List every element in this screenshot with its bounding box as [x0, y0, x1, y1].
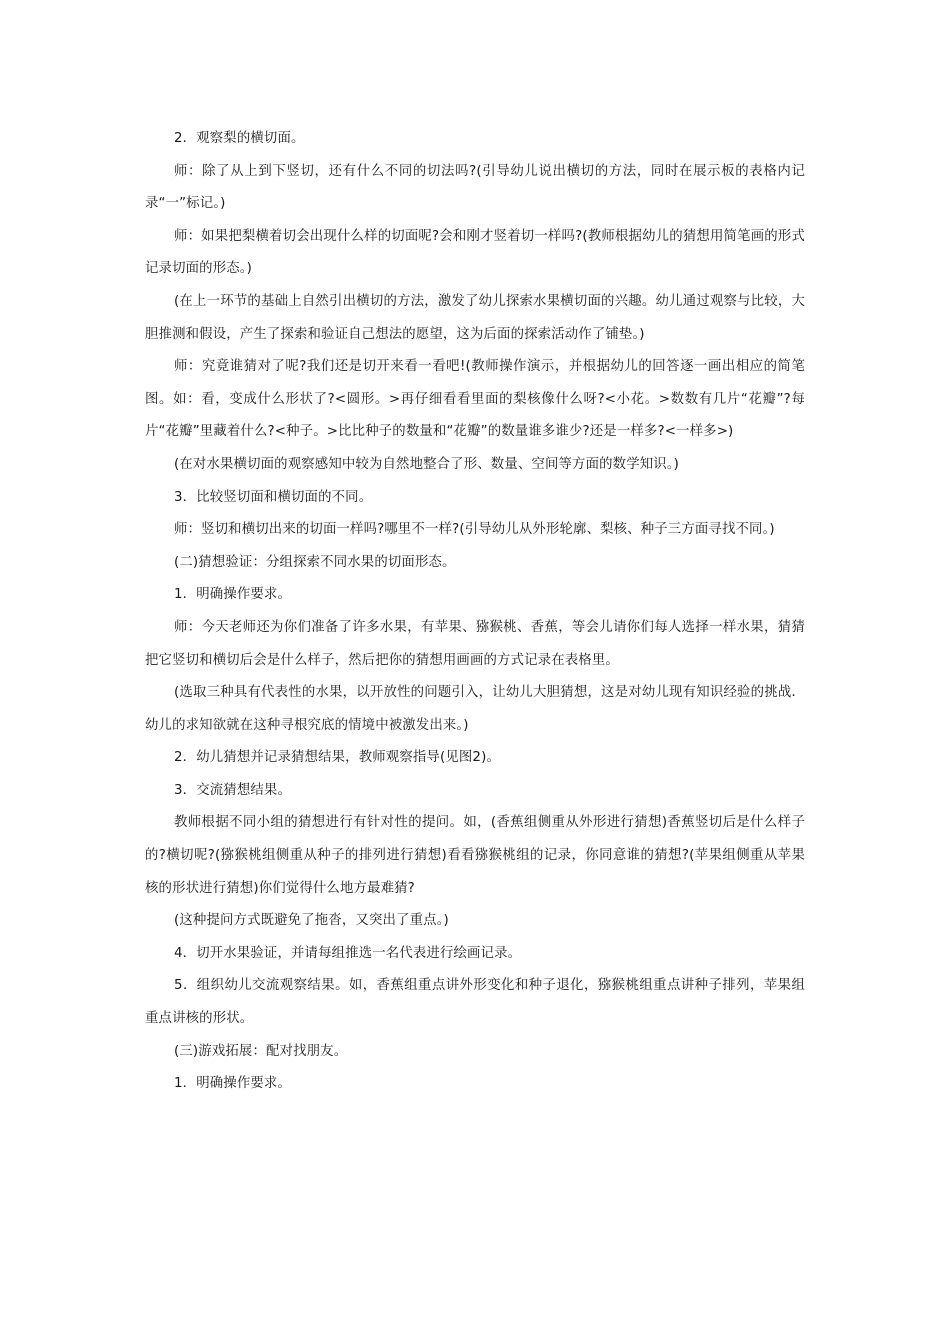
paragraph-section-three-heading: (三)游戏拓展：配对找朋友。: [174, 1043, 348, 1059]
paragraph-operation-requirements-heading: 1．明确操作要求。: [174, 587, 291, 603]
paragraph-exchange-guesses-heading: 3．交流猜想结果。: [174, 782, 291, 798]
paragraph-commentary-fruit-selection: (选取三种具有代表性的水果，以开放性的问题引入，让幼儿大胆猜想，这是对幼儿现有知识经验的挑战．幼儿的求知欲就在这种寻根究底的情境中被激发出来。): [145, 685, 805, 733]
paragraph-teacher-demonstration: 师：究竟谁猜对了呢?我们还是切开来看一看吧!(教师操作演示，并根据幼儿的回答逐一画出相应的简笔图。如：看，变成什么形状了?<圆形。>再仔细看看里面的梨核像什么呀?<小花。>数数有几片“花瓣”?每片“花瓣”里藏着什么?<种子。>比比种子的数量和“花瓣”的数量谁多谁少?还是一样多?<一样多>): [145, 359, 805, 440]
paragraph-cut-and-verify-heading: 4．切开水果验证，并请每组推选一名代表进行绘画记录。: [174, 945, 522, 961]
document-body: [145, 123, 805, 1101]
paragraph-operation-requirements-heading-2: 1．明确操作要求。: [174, 1076, 291, 1092]
paragraph-teacher-targeted-questions: 教师根据不同小组的猜想进行有针对性的提问。如，(香蕉组侧重从外形进行猜想)香蕉竖切后是什么样子的?横切呢?(猕猴桃组侧重从种子的排列进行猜想)看看猕猴桃组的记录，你同意谁的猜想?(苹果组侧重从苹果核的形状进行猜想)你们觉得什么地方最难猜?: [145, 815, 805, 896]
paragraph-commentary-math-knowledge: (在对水果横切面的观察感知中较为自然地整合了形、数量、空间等方面的数学知识。): [174, 456, 680, 472]
paragraph-teacher-compare-question: 师：竖切和横切出来的切面一样吗?哪里不一样?(引导幼儿从外形轮廓、梨核、种子三方面寻找不同。): [174, 522, 775, 538]
paragraph-observe-pear-cross-section-heading: 2．观察梨的横切面。: [174, 131, 305, 146]
paragraph-children-guess-heading: 2．幼儿猜想并记录猜想结果，教师观察指导(见图2)。: [174, 750, 500, 766]
paragraph-teacher-question-horizontal-cut: 师：如果把梨横着切会出现什么样的切面呢?会和刚才竖着切一样吗?(教师根据幼儿的猜想用简笔画的形式记录切面的形态。): [145, 228, 805, 277]
paragraph-compare-sections-heading: 3．比较竖切面和横切面的不同。: [174, 489, 373, 505]
paragraph-teacher-fruit-instructions: 师：今天老师还为你们准备了许多水果，有苹果、猕猴桃、香蕉，等会儿请你们每人选择一样水果，猜猜把它竖切和横切后会是什么样子，然后把你的猜想用画画的方式记录在表格里。: [145, 619, 805, 668]
paragraph-commentary-horizontal-cut: (在上一环节的基础上自然引出横切的方法，激发了幼儿探索水果横切面的兴趣。幼儿通过观察与比较，大胆推测和假设，产生了探索和验证自己想法的愿望，这为后面的探索活动作了铺垫。): [145, 293, 805, 342]
paragraph-section-two-heading: (二)猜想验证：分组探索不同水果的切面形态。: [174, 554, 456, 570]
paragraph-teacher-question-other-cuts: 师：除了从上到下竖切，还有什么不同的切法吗?(引导幼儿说出横切的方法，同时在展示板的表格内记录“一”标记。): [145, 163, 805, 212]
paragraph-commentary-questioning: (这种提问方式既避免了拖沓，又突出了重点。): [174, 913, 449, 929]
paragraph-organize-exchange: 5．组织幼儿交流观察结果。如，香蕉组重点讲外形变化和种子退化，猕猴桃组重点讲种子排列，苹果组重点讲核的形状。: [145, 978, 805, 1027]
